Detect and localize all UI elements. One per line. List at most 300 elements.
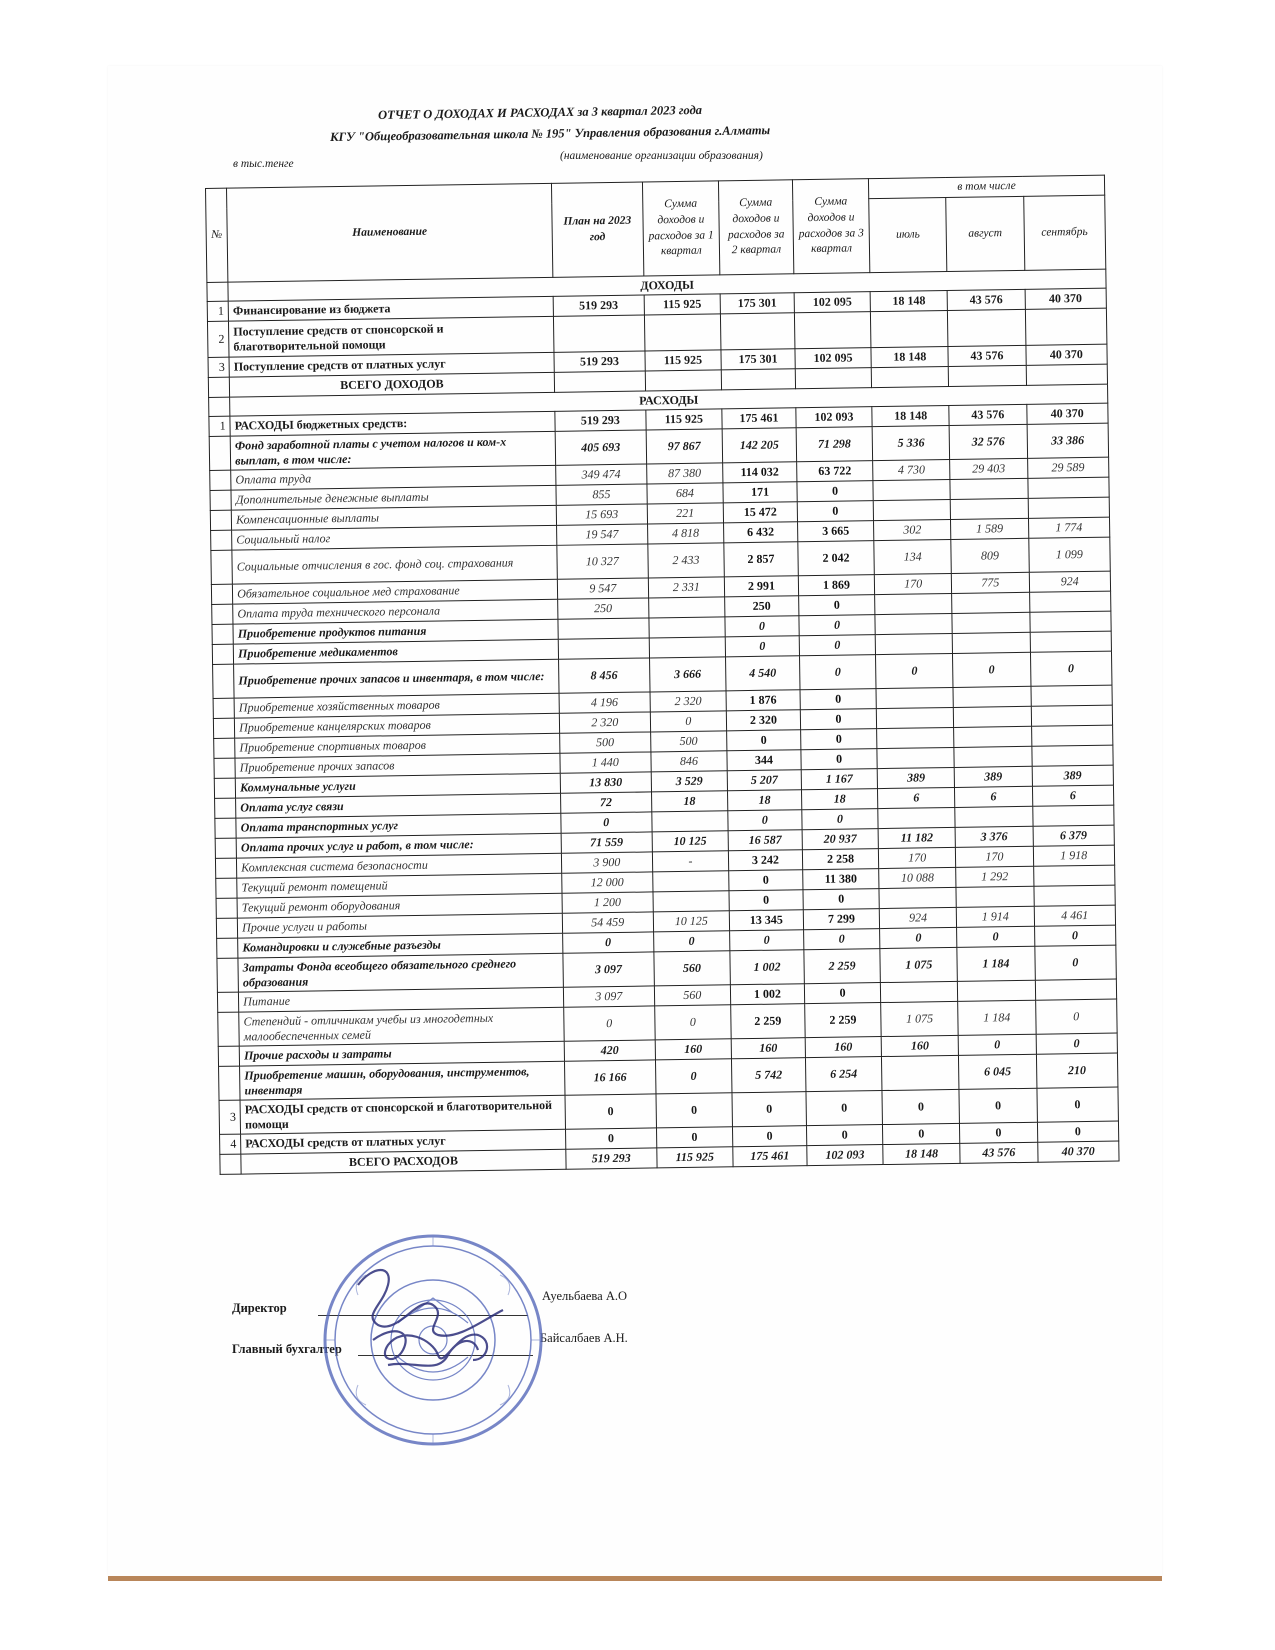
- value-cell: 0: [732, 1126, 806, 1147]
- row-number: [213, 664, 235, 698]
- value-cell: 0: [876, 653, 954, 688]
- value-cell: 0: [650, 711, 726, 732]
- row-number: [210, 510, 231, 530]
- row-number: [215, 798, 236, 818]
- value-cell: [652, 871, 728, 892]
- col-header-q3: Сумма доходов и расходов за 3 квартал: [792, 179, 870, 274]
- value-cell: -: [652, 851, 728, 872]
- row-name: Приобретение машин, оборудования, инструментов, инвентаря: [240, 1061, 565, 1100]
- value-cell: 2 331: [648, 577, 724, 598]
- value-cell: [721, 369, 795, 390]
- value-cell: 0: [800, 689, 876, 710]
- value-cell: 13 830: [560, 772, 651, 793]
- row-name: Приобретение медикаментов: [233, 639, 558, 664]
- value-cell: 7 299: [803, 909, 879, 930]
- value-cell: 1 918: [1033, 845, 1115, 866]
- value-cell: 2 320: [559, 712, 650, 733]
- value-cell: 4 818: [647, 523, 723, 544]
- value-cell: 19 547: [556, 524, 647, 545]
- value-cell: 0: [1034, 925, 1116, 946]
- paper-edge: [108, 1576, 1162, 1581]
- row-name: Финансирование из бюджета: [228, 296, 553, 321]
- value-cell: [652, 811, 728, 832]
- value-cell: 0: [800, 709, 876, 730]
- value-cell: 12 000: [562, 872, 653, 893]
- value-cell: 349 474: [555, 464, 646, 485]
- value-cell: 18 148: [872, 405, 949, 426]
- value-cell: [1026, 364, 1108, 385]
- row-name: Приобретение спортивных товаров: [235, 733, 560, 758]
- value-cell: 170: [874, 573, 951, 594]
- value-cell: 13 345: [729, 910, 803, 931]
- value-cell: 1 292: [956, 866, 1033, 887]
- value-cell: 29 589: [1027, 457, 1109, 478]
- value-cell: 2 258: [802, 849, 878, 870]
- value-cell: 0: [729, 870, 803, 891]
- value-cell: [649, 637, 725, 658]
- row-name: Дополнительные денежные выплаты: [231, 485, 556, 510]
- col-header-september: сентябрь: [1023, 195, 1106, 270]
- value-cell: [553, 315, 644, 352]
- value-cell: 1 184: [957, 946, 1035, 981]
- value-cell: 71 559: [561, 832, 652, 853]
- value-cell: 560: [654, 951, 731, 986]
- value-cell: 6 254: [805, 1057, 882, 1092]
- value-cell: 210: [1036, 1053, 1118, 1088]
- row-number: [215, 858, 236, 878]
- value-cell: 175 301: [720, 293, 794, 314]
- value-cell: 3 665: [797, 521, 873, 542]
- value-cell: 0: [806, 1091, 883, 1126]
- value-cell: 809: [951, 538, 1029, 573]
- value-cell: 0: [799, 655, 876, 690]
- value-cell: 10 327: [557, 544, 648, 579]
- value-cell: 0: [953, 652, 1031, 687]
- row-number: 3: [219, 1100, 241, 1134]
- row-name: Затраты Фонда всеобщего обязательного среднего образования: [238, 953, 563, 992]
- value-cell: 0: [562, 932, 653, 953]
- value-cell: 18: [651, 791, 727, 812]
- value-cell: 0: [565, 1128, 656, 1149]
- value-cell: 97 867: [646, 429, 723, 464]
- row-number: [214, 758, 235, 778]
- value-cell: 0: [799, 635, 875, 656]
- row-name: Приобретение канцелярских товаров: [235, 713, 560, 738]
- value-cell: 0: [960, 1122, 1037, 1143]
- value-cell: 389: [954, 766, 1031, 787]
- value-cell: 2 320: [650, 691, 726, 712]
- value-cell: 389: [1032, 765, 1114, 786]
- value-cell: 29 403: [950, 458, 1027, 479]
- value-cell: [882, 1055, 960, 1090]
- value-cell: 1 099: [1028, 537, 1110, 572]
- value-cell: 2 259: [804, 949, 881, 984]
- row-number: [210, 490, 231, 510]
- value-cell: 87 380: [646, 463, 722, 484]
- value-cell: 16 587: [728, 830, 802, 851]
- row-name: Оплата услуг связи: [236, 793, 561, 818]
- value-cell: 0: [654, 1005, 731, 1040]
- row-number: [211, 550, 233, 584]
- row-name: Коммунальные услуги: [235, 773, 560, 798]
- value-cell: 0: [806, 1125, 882, 1146]
- value-cell: 0: [957, 926, 1034, 947]
- value-cell: 2 433: [648, 543, 725, 578]
- value-cell: [554, 371, 645, 392]
- units-note: в тыс.тенге: [233, 158, 294, 170]
- row-name: Социальный налог: [232, 525, 557, 550]
- cell-empty: [208, 377, 229, 397]
- value-cell: 18: [801, 789, 877, 810]
- value-cell: 0: [732, 1092, 807, 1127]
- row-number: [214, 778, 235, 798]
- col-header-august: август: [946, 196, 1024, 271]
- value-cell: 43 576: [947, 289, 1024, 310]
- value-cell: [878, 807, 955, 828]
- value-cell: [795, 368, 871, 389]
- value-cell: 0: [880, 927, 957, 948]
- value-cell: [953, 686, 1030, 707]
- value-cell: 160: [731, 1038, 805, 1059]
- row-name: Приобретение прочих запасов: [235, 753, 560, 778]
- value-cell: 0: [1034, 945, 1116, 980]
- director-name: Ауельбаева А.О: [542, 1289, 628, 1303]
- value-cell: 420: [564, 1040, 655, 1061]
- value-cell: [954, 746, 1031, 767]
- row-name: Компенсационные выплаты: [231, 505, 556, 530]
- value-cell: 43 576: [948, 345, 1025, 366]
- row-number: [215, 838, 236, 858]
- row-number: 1: [207, 301, 228, 321]
- value-cell: 0: [803, 889, 879, 910]
- value-cell: 4 196: [559, 692, 650, 713]
- value-cell: [877, 747, 954, 768]
- col-header-q1: Сумма доходов и расходов за 1 квартал: [642, 181, 720, 276]
- income-section-heading: ДОХОДЫ: [228, 269, 1106, 301]
- value-cell: 6 379: [1033, 825, 1115, 846]
- value-cell: 18 148: [870, 290, 947, 311]
- value-cell: [1032, 805, 1114, 826]
- value-cell: [952, 592, 1029, 613]
- value-cell: [880, 981, 957, 1002]
- accountant-name: Байсалбаев А.Н.: [540, 1331, 628, 1345]
- row-number: [212, 604, 233, 624]
- value-cell: 18: [727, 790, 801, 811]
- col-header-july: июль: [869, 198, 947, 273]
- accountant-label: Главный бухгалтер: [232, 1342, 342, 1356]
- value-cell: 0: [1035, 999, 1117, 1034]
- value-cell: 5 207: [727, 770, 801, 791]
- value-cell: [1031, 745, 1113, 766]
- value-cell: [720, 313, 795, 350]
- value-cell: 0: [797, 481, 873, 502]
- value-cell: 560: [654, 985, 730, 1006]
- value-cell: 1 002: [730, 950, 805, 985]
- value-cell: 175 301: [721, 349, 795, 370]
- value-cell: [873, 479, 950, 500]
- value-cell: [949, 365, 1026, 386]
- value-cell: 175 461: [722, 408, 796, 429]
- value-cell: 500: [650, 731, 726, 752]
- value-cell: [952, 632, 1029, 653]
- value-cell: [958, 980, 1035, 1001]
- row-number: [217, 938, 238, 958]
- value-cell: 175 461: [733, 1146, 807, 1167]
- row-name: РАСХОДЫ средств от спонсорской и благотворительной помощи: [240, 1095, 565, 1134]
- col-header-name: Наименование: [227, 183, 553, 282]
- value-cell: 6: [1032, 785, 1114, 806]
- value-cell: 18 148: [871, 346, 948, 367]
- value-cell: 2 259: [805, 1003, 882, 1038]
- value-cell: 250: [725, 596, 799, 617]
- value-cell: [1029, 591, 1111, 612]
- row-name: Текущий ремонт оборудования: [237, 893, 562, 918]
- value-cell: 8 456: [558, 658, 649, 693]
- value-cell: 6 432: [723, 522, 797, 543]
- value-cell: 3 242: [728, 850, 802, 871]
- value-cell: 0: [564, 1006, 655, 1041]
- value-cell: [558, 618, 649, 639]
- value-cell: [954, 706, 1031, 727]
- value-cell: 1 002: [730, 984, 804, 1005]
- value-cell: 1 075: [881, 1001, 959, 1036]
- value-cell: [876, 687, 953, 708]
- value-cell: 0: [804, 983, 880, 1004]
- row-name: Прочие расходы и затраты: [239, 1041, 564, 1066]
- value-cell: 40 370: [1025, 288, 1107, 309]
- value-cell: 519 293: [553, 295, 644, 316]
- row-number: [218, 1046, 239, 1066]
- value-cell: 0: [565, 1094, 656, 1129]
- organization-name: КГУ "Общеобразовательная школа № 195" Управления образования г.Алматы: [330, 123, 771, 144]
- value-cell: [653, 891, 729, 912]
- value-cell: 0: [656, 1127, 732, 1148]
- value-cell: 1 075: [880, 947, 958, 982]
- value-cell: 0: [725, 636, 799, 657]
- row-name: Оплата труда технического персонала: [233, 599, 558, 624]
- value-cell: 1 914: [957, 906, 1034, 927]
- value-cell: 519 293: [555, 410, 646, 431]
- value-cell: 0: [801, 729, 877, 750]
- value-cell: 134: [874, 539, 952, 574]
- value-cell: 33 386: [1027, 423, 1109, 458]
- value-cell: [1030, 685, 1112, 706]
- value-cell: 16 166: [564, 1060, 655, 1095]
- value-cell: 0: [797, 501, 873, 522]
- row-number: [213, 718, 234, 738]
- row-number: [217, 958, 239, 992]
- value-cell: 63 722: [797, 461, 873, 482]
- row-name: РАСХОДЫ бюджетных средств:: [230, 411, 555, 436]
- value-cell: 519 293: [566, 1148, 657, 1169]
- value-cell: [1035, 979, 1117, 1000]
- value-cell: [950, 478, 1027, 499]
- row-number: [211, 584, 232, 604]
- value-cell: 6: [955, 786, 1032, 807]
- row-number: [209, 436, 231, 470]
- row-number: [211, 530, 232, 550]
- value-cell: [1029, 611, 1111, 632]
- value-cell: 221: [647, 503, 723, 524]
- value-cell: 40 370: [1037, 1141, 1119, 1162]
- value-cell: 3 097: [563, 986, 654, 1007]
- col-header-plan: План на 2023 год: [551, 182, 643, 277]
- row-name: Прочие услуги и работы: [237, 913, 562, 938]
- value-cell: [1027, 477, 1109, 498]
- value-cell: 102 093: [796, 407, 872, 428]
- col-header-no: №: [206, 188, 229, 282]
- value-cell: 4 540: [725, 656, 800, 691]
- value-cell: 0: [802, 809, 878, 830]
- value-cell: [875, 593, 952, 614]
- report-title: ОТЧЕТ О ДОХОДАХ И РАСХОДАХ за 3 квартал 2023 года: [378, 102, 703, 122]
- value-cell: [876, 707, 953, 728]
- row-name: Обязательное социальное мед страхование: [233, 579, 558, 604]
- value-cell: 0: [1037, 1121, 1119, 1142]
- row-name: Оплата прочих услуг и работ, в том числе:: [236, 833, 561, 858]
- value-cell: [871, 366, 948, 387]
- row-name: Фонд заработной платы с учетом налогов и ком-х выплат, в том числе:: [230, 431, 555, 470]
- value-cell: 250: [557, 598, 648, 619]
- value-cell: 0: [725, 616, 799, 637]
- value-cell: 775: [952, 572, 1029, 593]
- value-cell: 3 097: [563, 952, 654, 987]
- row-name: Приобретение прочих запасов и инвентаря, в том числе:: [234, 659, 559, 698]
- value-cell: 43 576: [949, 404, 1026, 425]
- value-cell: [1033, 885, 1115, 906]
- value-cell: 5 742: [731, 1058, 806, 1093]
- row-number: [218, 1012, 240, 1046]
- value-cell: 500: [559, 732, 650, 753]
- value-cell: 0: [727, 730, 801, 751]
- col-header-q2: Сумма доходов и расходов за 2 квартал: [718, 180, 793, 275]
- value-cell: 3 900: [561, 852, 652, 873]
- row-number: [216, 878, 237, 898]
- value-cell: 0: [882, 1089, 960, 1124]
- value-cell: 102 095: [794, 292, 870, 313]
- value-cell: [875, 633, 952, 654]
- value-cell: 115 925: [657, 1147, 733, 1168]
- value-cell: 302: [874, 519, 951, 540]
- value-cell: 389: [877, 767, 954, 788]
- value-cell: 0: [653, 931, 729, 952]
- value-cell: 160: [881, 1035, 958, 1056]
- value-cell: 0: [801, 749, 877, 770]
- value-cell: 0: [799, 595, 875, 616]
- value-cell: 1 869: [798, 575, 874, 596]
- value-cell: 0: [1036, 1033, 1118, 1054]
- value-cell: [879, 887, 956, 908]
- value-cell: 0: [656, 1093, 733, 1128]
- value-cell: [875, 613, 952, 634]
- row-name: Командировки и служебные разъезды: [238, 933, 563, 958]
- row-number: [215, 818, 236, 838]
- value-cell: 2 320: [726, 710, 800, 731]
- expense-total-label: ВСЕГО РАСХОДОВ: [241, 1149, 566, 1174]
- value-cell: 115 925: [644, 294, 720, 315]
- value-cell: 10 088: [879, 867, 956, 888]
- value-cell: 11 380: [803, 869, 879, 890]
- row-number: [217, 992, 238, 1012]
- report-body: [207, 269, 1119, 1174]
- cell-empty: [220, 1154, 241, 1174]
- value-cell: 0: [561, 812, 652, 833]
- value-cell: 71 298: [796, 427, 873, 462]
- row-name: Социальные отчисления в гос. фонд соц. страхования: [232, 545, 557, 584]
- value-cell: 0: [804, 929, 880, 950]
- value-cell: 3 666: [649, 657, 726, 692]
- value-cell: [1031, 705, 1113, 726]
- value-cell: 160: [805, 1037, 881, 1058]
- value-cell: 142 205: [722, 428, 797, 463]
- value-cell: 102 095: [795, 348, 871, 369]
- value-cell: 1 876: [726, 690, 800, 711]
- value-cell: 5 336: [872, 425, 950, 460]
- value-cell: 0: [799, 615, 875, 636]
- value-cell: 0: [958, 1034, 1035, 1055]
- value-cell: 43 576: [960, 1142, 1037, 1163]
- value-cell: 10 125: [653, 911, 729, 932]
- value-cell: 684: [647, 483, 723, 504]
- row-number: [212, 644, 233, 664]
- value-cell: 0: [1036, 1087, 1118, 1122]
- value-cell: 0: [729, 930, 803, 951]
- value-cell: [794, 312, 871, 349]
- organization-note: (наименование организации образования): [560, 150, 763, 162]
- value-cell: 0: [959, 1088, 1037, 1123]
- row-number: [219, 1066, 241, 1100]
- value-cell: 15 693: [556, 504, 647, 525]
- value-cell: 10 125: [652, 831, 728, 852]
- row-number: [213, 698, 234, 718]
- value-cell: 1 589: [951, 518, 1028, 539]
- value-cell: 15 472: [723, 502, 797, 523]
- row-name: Поступление средств от спонсорской и благотворительной помощи: [229, 316, 554, 357]
- income-total-label: ВСЕГО ДОХОДОВ: [229, 372, 554, 397]
- value-cell: 40 370: [1026, 403, 1108, 424]
- value-cell: 2 042: [798, 541, 875, 576]
- value-cell: [645, 370, 721, 391]
- row-number: 2: [207, 321, 229, 357]
- value-cell: 170: [956, 846, 1033, 867]
- row-number: [210, 470, 231, 490]
- value-cell: 40 370: [1025, 344, 1107, 365]
- row-name: РАСХОДЫ средств от платных услуг: [241, 1129, 566, 1154]
- col-header-group: в том числе: [869, 175, 1105, 198]
- value-cell: 1 200: [562, 892, 653, 913]
- value-cell: 1 440: [560, 752, 651, 773]
- value-cell: 4 730: [873, 459, 950, 480]
- value-cell: [955, 806, 1032, 827]
- row-number: 1: [209, 416, 230, 436]
- value-cell: [954, 726, 1031, 747]
- value-cell: [877, 727, 954, 748]
- value-cell: [873, 499, 950, 520]
- value-cell: 0: [655, 1059, 732, 1094]
- value-cell: 2 991: [724, 576, 798, 597]
- value-cell: 1 167: [801, 769, 877, 790]
- value-cell: 171: [723, 482, 797, 503]
- value-cell: [952, 612, 1029, 633]
- value-cell: 3 529: [651, 771, 727, 792]
- value-cell: 115 925: [646, 409, 722, 430]
- row-number: [216, 918, 237, 938]
- value-cell: [558, 638, 649, 659]
- row-name: Приобретение хозяйственных товаров: [234, 693, 559, 718]
- value-cell: 32 576: [949, 424, 1027, 459]
- value-cell: 1 774: [1028, 517, 1110, 538]
- value-cell: 0: [1030, 651, 1112, 686]
